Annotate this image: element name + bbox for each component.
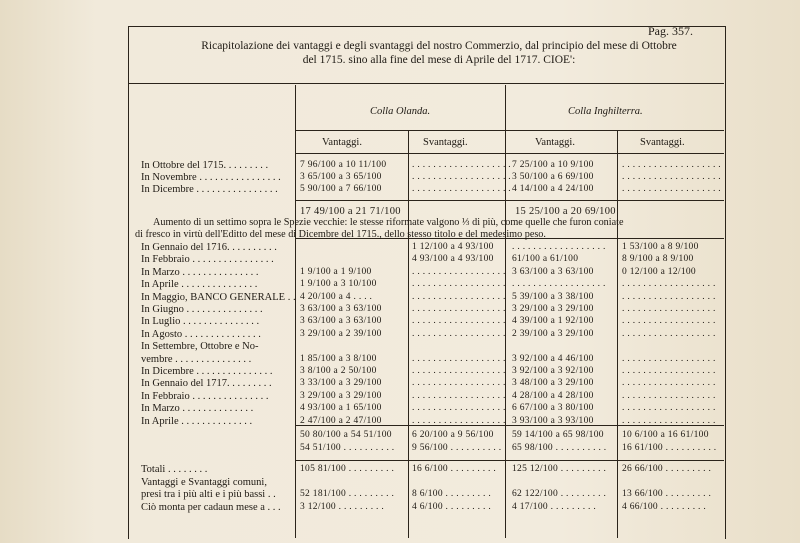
section2-row-inghilterra-svantaggi: . . . . . . . . . . . . . . . . . .	[622, 403, 716, 414]
footer-row-inghilterra-vantaggi: 4 17/100 . . . . . . . . .	[512, 501, 597, 512]
rule-top	[128, 83, 724, 84]
section2-row-inghilterra-svantaggi: . . . . . . . . . . . . . . . . . .	[622, 328, 716, 339]
rule-col-in-mid	[617, 130, 618, 538]
section1-row-label: In Novembre . . . . . . . . . . . . . . . .	[141, 172, 281, 183]
section2-row-olanda-vantaggi: 3 63/100 a 3 63/100	[300, 304, 382, 314]
section2-row-label: In Marzo . . . . . . . . . . . . . .	[141, 403, 254, 415]
section2-row-inghilterra-vantaggi: 2 39/100 a 3 29/100	[512, 328, 594, 339]
footer-row-label: Ciò monta per cadaun mese a . . .	[141, 501, 281, 513]
section2-row-inghilterra-vantaggi: 4 39/100 a 1 92/100	[512, 316, 594, 327]
subtotal-in-vantaggi-1: 59 14/100 a 65 98/100	[512, 430, 604, 440]
header-olanda: Colla Olanda.	[370, 106, 431, 117]
section2-row-olanda-vantaggi: 1 9/100 a 3 10/100	[300, 279, 377, 290]
section2-row-olanda-svantaggi: . . . . . . . . . . . . . . . . . .	[412, 378, 506, 389]
section2-row-inghilterra-svantaggi: 8 9/100 a 8 9/100	[622, 254, 694, 265]
section2-row-olanda-vantaggi: 1 85/100 a 3 8/100	[300, 353, 377, 364]
section2-row-olanda-svantaggi: . . . . . . . . . . . . . . . . . .	[412, 366, 506, 376]
section2-row-olanda-svantaggi: 4 93/100 a 4 93/100	[412, 254, 494, 265]
footer-row-inghilterra-svantaggi: 26 66/100 . . . . . . . . .	[622, 464, 712, 474]
section1-row-olanda-svantaggi: . . . . . . . . . . . . . . . . . . .	[412, 172, 511, 182]
section2-row-inghilterra-svantaggi: . . . . . . . . . . . . . . . . . .	[622, 279, 716, 290]
subtotal-ol-svantaggi-2: 9 56/100 . . . . . . . . . .	[412, 443, 502, 453]
title-line-2: del 1715. sino alla fine del mese di Aprile del 1717. CIOE':	[302, 54, 576, 66]
section2-row-inghilterra-vantaggi: . . . . . . . . . . . . . . . . . .	[512, 279, 606, 290]
section2-row-inghilterra-svantaggi: 0 12/100 a 12/100	[622, 266, 696, 277]
section2-row-inghilterra-svantaggi: 1 53/100 a 8 9/100	[622, 242, 699, 252]
subtotal-in-svantaggi-2: 16 61/100 . . . . . . . . . .	[622, 443, 717, 453]
section2-row-olanda-svantaggi: . . . . . . . . . . . . . . . . . .	[412, 390, 506, 401]
section1-row-olanda-vantaggi: 3 65/100 a 3 65/100	[300, 172, 382, 182]
footer-row-olanda-svantaggi: 16 6/100 . . . . . . . . .	[412, 464, 497, 474]
section1-row-label: In Ottobre del 1715. . . . . . . . .	[141, 160, 269, 171]
section2-row-inghilterra-vantaggi: 5 39/100 a 3 38/100	[512, 291, 594, 302]
section1-total-inghilterra: 15 25/100 a 20 69/100	[515, 206, 616, 217]
section1-row-olanda-vantaggi: 7 96/100 a 10 11/100	[300, 160, 387, 170]
section2-row-olanda-vantaggi: 3 8/100 a 2 50/100	[300, 366, 377, 376]
section2-row-inghilterra-vantaggi: 3 93/100 a 3 93/100	[512, 415, 594, 426]
section1-row-olanda-svantaggi: . . . . . . . . . . . . . . . . . . .	[412, 184, 511, 194]
section2-row-inghilterra-vantaggi: 3 63/100 a 3 63/100	[512, 266, 594, 277]
section1-row-inghilterra-svantaggi: . . . . . . . . . . . . . . . . . . .	[622, 172, 721, 182]
title-line-1: Ricapitolazione dei vantaggi e degli svantaggi del nostro Commerzio, dal principio del mese di Ottobre	[201, 40, 677, 52]
header-ol-svantaggi: Svantaggi.	[423, 137, 468, 148]
footer-row-olanda-vantaggi: 105 81/100 . . . . . . . . .	[300, 464, 395, 474]
section2-row-inghilterra-vantaggi: 61/100 a 61/100	[512, 254, 579, 265]
rule-subheader	[295, 153, 724, 154]
header-in-svantaggi: Svantaggi.	[640, 137, 685, 148]
section2-row-olanda-vantaggi: 1 9/100 a 1 9/100	[300, 266, 372, 277]
page-title	[166, 39, 712, 67]
section1-row-inghilterra-vantaggi: 4 14/100 a 4 24/100	[512, 184, 594, 194]
section2-row-label: In Maggio, BANCO GENERALE . .	[141, 291, 296, 303]
section2-row-inghilterra-vantaggi: 3 29/100 a 3 29/100	[512, 304, 594, 314]
section2-row-inghilterra-vantaggi: 3 48/100 a 3 29/100	[512, 378, 594, 389]
footer-row-inghilterra-svantaggi: 13 66/100 . . . . . . . . .	[622, 489, 712, 499]
section2-row-label: In Luglio . . . . . . . . . . . . . . .	[141, 316, 260, 328]
section2-row-inghilterra-vantaggi: 4 28/100 a 4 28/100	[512, 390, 594, 401]
section2-row-label: In Giugno . . . . . . . . . . . . . . .	[141, 304, 263, 315]
footer-row-label: Vantaggi e Svantaggi comuni,	[141, 476, 267, 488]
section2-row-olanda-svantaggi: . . . . . . . . . . . . . . . . . .	[412, 291, 506, 302]
section2-row-olanda-svantaggi: . . . . . . . . . . . . . . . . . .	[412, 415, 506, 426]
aumento-note-line-1: Aumento di un settimo sopra le Spezie vecchie: le stesse riformate valgono ⅓ di più, come quelle che furon coniate	[153, 217, 624, 228]
section2-row-olanda-vantaggi: 4 20/100 a 4 . . . .	[300, 291, 373, 302]
rule-col-label	[295, 85, 296, 538]
footer-row-inghilterra-vantaggi: 125 12/100 . . . . . . . . .	[512, 464, 607, 474]
footer-row-inghilterra-vantaggi: 62 122/100 . . . . . . . . .	[512, 489, 607, 499]
section2-row-inghilterra-svantaggi: . . . . . . . . . . . . . . . . . .	[622, 366, 716, 376]
rule-col-ol-mid	[408, 130, 409, 538]
rule-header	[295, 130, 724, 131]
section1-row-inghilterra-vantaggi: 7 25/100 a 10 9/100	[512, 160, 594, 170]
section2-row-olanda-svantaggi: . . . . . . . . . . . . . . . . . .	[412, 353, 506, 364]
footer-row-olanda-vantaggi: 3 12/100 . . . . . . . . .	[300, 501, 385, 512]
section2-row-inghilterra-svantaggi: . . . . . . . . . . . . . . . . . .	[622, 415, 716, 426]
section2-row-label: In Aprile . . . . . . . . . . . . . . .	[141, 279, 258, 291]
section1-total-olanda: 17 49/100 a 21 71/100	[300, 206, 401, 217]
footer-row-olanda-svantaggi: 4 6/100 . . . . . . . . .	[412, 501, 492, 512]
section2-row-olanda-vantaggi: 2 47/100 a 2 47/100	[300, 415, 382, 426]
section2-row-inghilterra-svantaggi: . . . . . . . . . . . . . . . . . .	[622, 304, 716, 314]
section2-row-label: In Gennaio del 1717. . . . . . . . .	[141, 378, 272, 390]
page-number: Pag. 357.	[648, 24, 693, 38]
footer-row-inghilterra-svantaggi: 4 66/100 . . . . . . . . .	[622, 501, 707, 512]
section1-row-label: In Dicembre . . . . . . . . . . . . . . . .	[141, 184, 278, 195]
section2-row-label: In Gennaio del 1716. . . . . . . . . .	[141, 242, 277, 253]
section2-row-olanda-svantaggi: . . . . . . . . . . . . . . . . . .	[412, 328, 506, 339]
section2-row-inghilterra-svantaggi: . . . . . . . . . . . . . . . . . .	[622, 291, 716, 302]
section2-row-olanda-svantaggi: . . . . . . . . . . . . . . . . . .	[412, 316, 506, 327]
section2-row-olanda-vantaggi: 3 63/100 a 3 63/100	[300, 316, 382, 327]
section2-row-olanda-svantaggi: 1 12/100 a 4 93/100	[412, 242, 494, 252]
section2-row-inghilterra-vantaggi: 3 92/100 a 4 46/100	[512, 353, 594, 364]
aumento-note-line-2: di fresco in virtù dell'Editto del mese di Dicembre del 1715., dello stesso titolo e del medesimo peso.	[135, 229, 546, 240]
section2-row-olanda-svantaggi: . . . . . . . . . . . . . . . . . .	[412, 266, 506, 277]
section1-row-olanda-vantaggi: 5 90/100 a 7 66/100	[300, 184, 382, 194]
section2-row-olanda-vantaggi: 3 33/100 a 3 29/100	[300, 378, 382, 389]
header-inghilterra: Colla Inghilterra.	[568, 106, 643, 117]
section2-row-label: In Dicembre . . . . . . . . . . . . . . .	[141, 366, 273, 377]
header-in-vantaggi: Vantaggi.	[535, 137, 575, 148]
section2-row-inghilterra-svantaggi: . . . . . . . . . . . . . . . . . .	[622, 390, 716, 401]
footer-row-olanda-vantaggi: 52 181/100 . . . . . . . . .	[300, 489, 395, 499]
header-ol-vantaggi: Vantaggi.	[322, 137, 362, 148]
section2-row-label: vembre . . . . . . . . . . . . . . .	[141, 353, 252, 365]
section2-row-label: In Febbraio . . . . . . . . . . . . . . . .	[141, 254, 274, 266]
section2-row-label: In Marzo . . . . . . . . . . . . . . .	[141, 266, 259, 278]
subtotal-ol-vantaggi-2: 54 51/100 . . . . . . . . . .	[300, 443, 395, 453]
subtotal-ol-vantaggi-1: 50 80/100 a 54 51/100	[300, 430, 392, 440]
section2-row-inghilterra-svantaggi: . . . . . . . . . . . . . . . . . .	[622, 378, 716, 389]
section2-row-olanda-svantaggi: . . . . . . . . . . . . . . . . . .	[412, 279, 506, 290]
section2-row-inghilterra-vantaggi: . . . . . . . . . . . . . . . . . .	[512, 242, 606, 252]
section1-row-inghilterra-svantaggi: . . . . . . . . . . . . . . . . . . .	[622, 184, 721, 194]
section1-row-inghilterra-vantaggi: 3 50/100 a 6 69/100	[512, 172, 594, 182]
section2-row-label: In Agosto . . . . . . . . . . . . . . .	[141, 328, 261, 340]
section2-row-olanda-vantaggi: 3 29/100 a 2 39/100	[300, 328, 382, 339]
subtotal-ol-svantaggi-1: 6 20/100 a 9 56/100	[412, 430, 494, 440]
section2-row-olanda-vantaggi: 4 93/100 a 1 65/100	[300, 403, 382, 414]
section2-row-inghilterra-vantaggi: 3 92/100 a 3 92/100	[512, 366, 594, 376]
footer-row-olanda-svantaggi: 8 6/100 . . . . . . . . .	[412, 489, 492, 499]
footer-row-label: presi tra i più alti e i più bassi . .	[141, 489, 276, 500]
section1-row-olanda-svantaggi: . . . . . . . . . . . . . . . . . . .	[412, 160, 511, 170]
rule-totals	[295, 460, 724, 461]
section1-row-inghilterra-svantaggi: . . . . . . . . . . . . . . . . . . .	[622, 160, 721, 170]
rule-section1-total	[295, 200, 724, 201]
subtotal-in-svantaggi-1: 10 6/100 a 16 61/100	[622, 430, 709, 440]
section2-row-olanda-vantaggi: 3 29/100 a 3 29/100	[300, 390, 382, 401]
footer-row-label: Totali . . . . . . . .	[141, 464, 208, 475]
section2-row-label: In Settembre, Ottobre e No-	[141, 341, 259, 353]
section2-row-inghilterra-svantaggi: . . . . . . . . . . . . . . . . . .	[622, 353, 716, 364]
section2-row-label: In Febbraio . . . . . . . . . . . . . . .	[141, 390, 269, 402]
section2-row-olanda-svantaggi: . . . . . . . . . . . . . . . . . .	[412, 304, 506, 314]
section2-row-inghilterra-vantaggi: 6 67/100 a 3 80/100	[512, 403, 594, 414]
section2-row-inghilterra-svantaggi: . . . . . . . . . . . . . . . . . .	[622, 316, 716, 327]
section2-row-olanda-svantaggi: . . . . . . . . . . . . . . . . . .	[412, 403, 506, 414]
section2-row-label: In Aprile . . . . . . . . . . . . . .	[141, 415, 253, 427]
subtotal-in-vantaggi-2: 65 98/100 . . . . . . . . . .	[512, 443, 607, 453]
